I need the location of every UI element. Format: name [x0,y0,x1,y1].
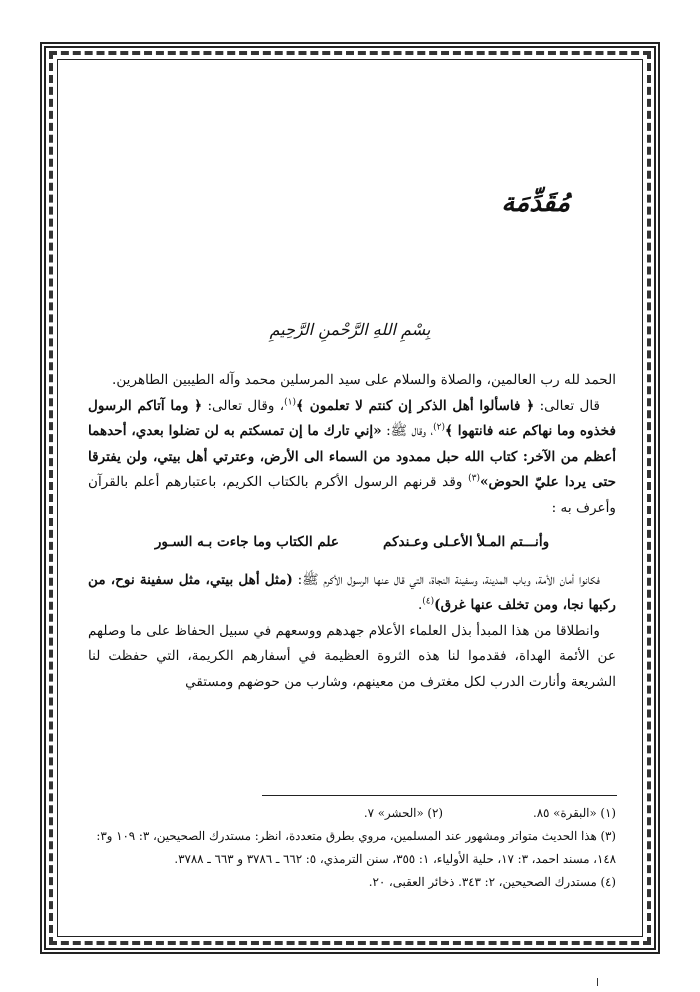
footnote-ref-3[interactable]: (٣) [468,473,480,484]
footnote-ref-4[interactable]: (٤) [422,596,435,607]
footnotes-row-1 [88,802,616,825]
paragraph-ark: فكانوا أمان الأمة، وباب المدينة، وسفينة النجاة، التي قال عنها الرسول الأكرم ﷺ: (مثل أهل بيتي، مثل سفينة نوح، من ركبها نجا، ومن تخلف عنها غرق)$^{(٤)}$. [88,571,616,613]
page-title: مُقَدِّمَة [501,188,570,218]
footnote-2: (٢) «الحشر» ٧. [363,806,443,820]
quran-quote-1: ﴿ فاسألوا أهل الذكر إن كنتم لا تعلمون ﴾ [296,397,535,414]
footnotes [88,802,616,894]
paragraph-opening: الحمد لله رب العالمين، والصلاة والسلام على سيد المرسلين محمد وآله الطيبين الطاهرين. [112,372,616,388]
paragraph-quotes: قال تعالى: ﴿ فاسألوا أهل الذكر إن كنتم لا تعلمون ﴾$^{(١)}$، وقال تعالى: ﴿ وما آتاكم الرسول فخذوه وما نهاكم عنه فانتهوا ﴾$^{(٢)}$، وقال ﷺ: «إني تارك ما إن تمسكتم به لن تضلوا بعدي، أحدهما أعظم من الآخر: كتاب الله حبل ممدود من السماء الى الأرض، وعترتي أهل بيتي، ولن يفترقا حتى يردا عليّ الحوض»$^{(٣)}$ وقد قرنهم الرسول الأكرم بالكتاب الكريم، باعتبارهم أعلم بالقرآن وأعرف به : [88,396,616,516]
poetry-verse [88,530,616,556]
footnote-1: (١) «البقرة» ٨٥. [532,806,616,820]
footnote-ref-2[interactable]: (٢) [433,422,445,433]
quran-quote-2: ﴿ وما آتاكم الرسول فخذوه وما نهاكم عنه فانتهوا ﴾ [88,397,616,439]
hadith-quote-safina: (مثل أهل بيتي، مثل سفينة نوح، من ركبها نجا، ومن تخلف عنها غرق) [88,571,616,613]
verse-first-hemistich: وأنـــتم المـلأ الأعـلى وعـندكم [383,534,550,550]
footnote-3: (٣) هذا الحديث متواتر ومشهور عند المسلمين، مروي بطرق متعددة، انظر: مستدرك الصحيحين، ٣: ١٠٩ و٣: ١٤٨، مسند احمد، ٣: ١٧، حلية الأولياء، ١: ٣٥٥، سنن الترمذي، ٥: ٦٦٢ ـ ٣٧٨٦ و ٦٦٣ ـ ٣٧٨٨. [96,829,616,866]
footnote-4: (٤) مستدرك الصحيحين، ٢: ٣٤٣. ذخائر العقبى، ٢٠. [368,875,616,889]
page-edge-mark [597,978,602,986]
hadith-quote-thaqalayn: «إني تارك ما إن تمسكتم به لن تضلوا بعدي، أحدهما أعظم من الآخر: كتاب الله حبل ممدود من السماء الى الأرض، وعترتي أهل بيتي، ولن يفترقا حتى يردا عليّ الحوض» [88,423,616,490]
footnote-separator [262,795,617,796]
footnote-ref-1[interactable]: (١) [284,396,297,407]
basmala-calligraphy: بِسْمِ اللهِ الرَّحْمنِ الرَّحِيمِ [269,320,431,339]
paragraph-scholars: وانطلاقا من هذا المبدأ بذل العلماء الأعلام جهدهم ووسعهم في سبيل الحفاظ على ما وصلهم عن الأئمة الهداة، فقدموا لنا هذه الثروة العظيمة في أسفارهم الكريمة، التي حفظت لنا الشريعة وأنارت الدرب لكل مغترف من معينهم، وشارب من حوضهم ومستقي [88,622,616,690]
main-text [88,368,616,695]
verse-second-hemistich: علم الكتاب وما جاءت بـه السـور [154,534,340,550]
